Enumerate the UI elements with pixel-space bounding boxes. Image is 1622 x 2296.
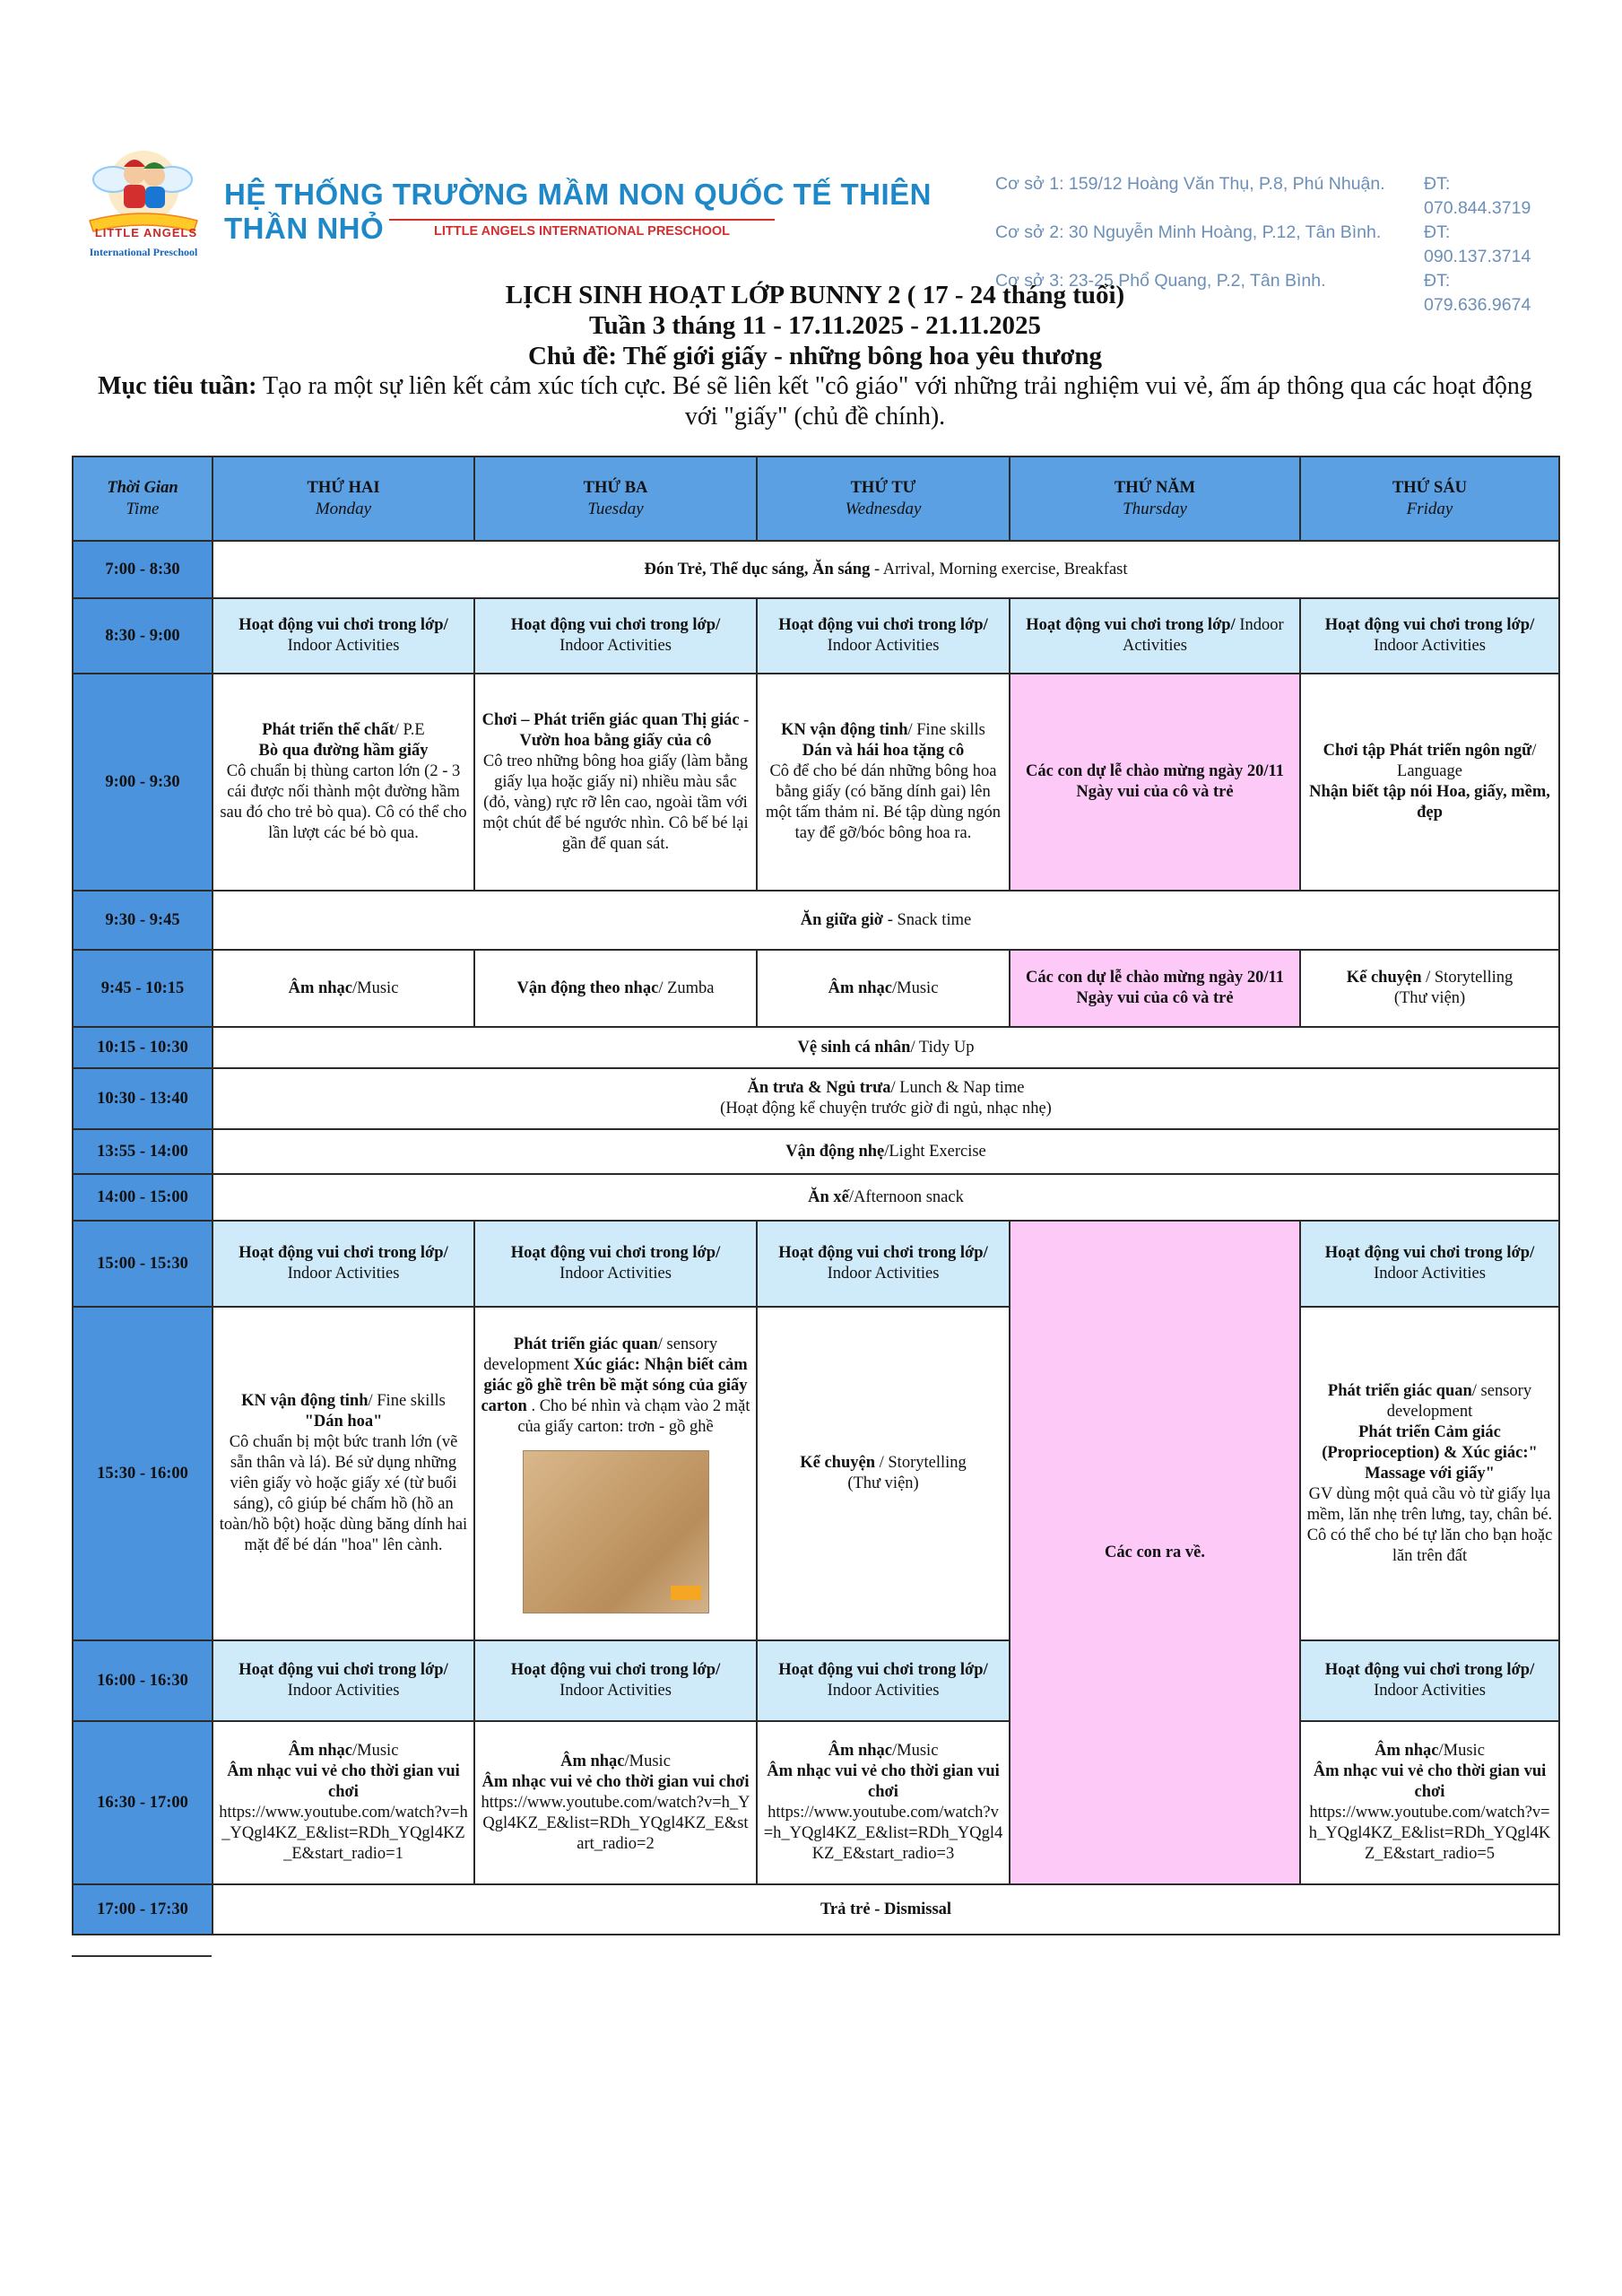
activity-cell — [1300, 1640, 1559, 1721]
activity-subtitle: Bò qua đường hầm giấy — [258, 742, 429, 760]
youtube-link[interactable]: https://www.youtube.com/watch?v=h_YQgl4KZ_E&list=RDh_YQgl4KZ_E&start_radio=2 — [481, 1793, 750, 1853]
activity-title: Hoạt động vui chơi trong lớp/ — [510, 1661, 721, 1679]
col-header-vn: THỨ SÁU — [1392, 479, 1468, 497]
activity-cell — [757, 598, 1010, 674]
activity-subtitle: "Dán hoa" — [304, 1413, 383, 1431]
activity-cell — [474, 1307, 757, 1640]
activity-cell — [474, 1221, 757, 1307]
activity-description: . Cho bé nhìn và chạm vào 2 mặt của giấy carton: trơn - gồ ghề — [517, 1396, 750, 1436]
col-header-en: Monday — [315, 500, 372, 518]
activity-text: Indoor Activities — [287, 1265, 400, 1283]
time-cell: 9:30 - 9:45 — [73, 891, 213, 950]
activity-text: /Music — [624, 1752, 671, 1770]
activity-text: Indoor Activities — [287, 1682, 400, 1700]
activity-description: Cô chuẩn bị thùng carton lớn (2 - 3 cái được nối thành một đường hầm sau đó cho trẻ bò qua). Cô có thể cho lần lượt các bé bò qua. — [220, 762, 467, 842]
activity-text: / P.E — [394, 721, 425, 739]
table-row — [73, 950, 1559, 1027]
activity-text: /Music — [892, 1742, 939, 1760]
activity-title: Hoạt động vui chơi trong lớp/ — [1026, 616, 1236, 634]
activity-text: Indoor Activities — [287, 637, 400, 655]
time-cell: 14:00 - 15:00 — [73, 1174, 213, 1221]
time-cell: 10:15 - 10:30 — [73, 1027, 213, 1068]
activity-cell — [757, 1721, 1010, 1884]
table-row — [73, 598, 1559, 674]
activity-text: /Afternoon snack — [848, 1187, 964, 1206]
activity-title: Hoạt động vui chơi trong lớp/ — [510, 616, 721, 634]
activity-title: Âm nhạc — [288, 1742, 353, 1760]
activity-cell — [757, 950, 1010, 1027]
week-dates: Tuần 3 tháng 11 - 17.11.2025 - 21.11.2025 — [588, 311, 1042, 340]
activity-cell — [213, 950, 474, 1027]
table-row — [73, 1307, 1559, 1640]
col-header-tuesday — [474, 457, 757, 541]
campus-phone: ĐT: 079.636.9674 — [1424, 271, 1531, 315]
activity-title: Hoạt động vui chơi trong lớp/ — [510, 1244, 721, 1262]
table-row — [73, 674, 1559, 891]
activity-text: / Fine skills — [368, 1392, 446, 1410]
activity-cell — [1300, 1307, 1559, 1640]
activity-subtitle: Nhận biết tập nói Hoa, giấy, mềm, đẹp — [1309, 783, 1550, 822]
activity-text: Indoor Activities — [559, 1682, 672, 1700]
time-cell: 8:30 - 9:00 — [73, 598, 213, 674]
youtube-link[interactable]: https://www.youtube.com/watch?v=h_YQgl4KZ_E&list=RDh_YQgl4KZ_E&start_radio=1 — [219, 1804, 468, 1863]
goal-label: Mục tiêu tuần: — [98, 372, 257, 400]
activity-title: Hoạt động vui chơi trong lớp/ — [1324, 616, 1535, 634]
activity-title: Ăn xế — [808, 1187, 849, 1206]
activity-text: Indoor Activities — [1374, 1682, 1486, 1700]
activity-title: Kể chuyện — [1346, 969, 1422, 987]
activity-subtitle: Xúc giác: Nhận biết cảm giác gồ ghề trên bề mặt sóng của giấy carton — [481, 1355, 748, 1415]
goal-text: Tạo ra một sự liên kết cảm xúc tích cực. Bé sẽ liên kết "cô giáo" với những trải nghiệm vui vẻ, ấm áp thông qua các hoạt động với "giấy" (chủ đề chính). — [256, 372, 1532, 430]
activity-cell — [1010, 598, 1300, 674]
table-row — [73, 1640, 1559, 1721]
activity-cell — [213, 1129, 1559, 1174]
activity-text: /Light Exercise — [884, 1142, 986, 1161]
logo-text: LITTLE ANGELS — [94, 226, 198, 239]
activity-title: Hoạt động vui chơi trong lớp/ — [778, 616, 988, 634]
activity-cell — [213, 1027, 1559, 1068]
campus-address: Cơ sở 2: 30 Nguyễn Minh Hoàng, P.12, Tân Bình. — [995, 222, 1382, 242]
activity-title: Âm nhạc — [1375, 1742, 1439, 1760]
table-row — [73, 541, 1559, 598]
col-header-thursday — [1010, 457, 1300, 541]
activity-title: Các con dự lễ chào mừng ngày 20/11 Ngày vui của cô và trẻ — [1026, 969, 1284, 1007]
price-tag-icon — [671, 1586, 701, 1600]
activity-cell — [474, 1721, 757, 1884]
campus-address: Cơ sở 1: 159/12 Hoàng Văn Thụ, P.8, Phú Nhuận. — [995, 174, 1385, 194]
activity-text: Indoor Activities — [827, 1682, 940, 1700]
activity-cell — [757, 1221, 1010, 1307]
col-header-en: Tuesday — [587, 500, 644, 518]
time-cell: 13:55 - 14:00 — [73, 1129, 213, 1174]
campus-item — [995, 172, 1558, 221]
activity-cell — [474, 1640, 757, 1721]
time-cell: 15:00 - 15:30 — [73, 1221, 213, 1307]
campus-phone: ĐT: 090.137.3714 — [1424, 222, 1531, 266]
title-block — [72, 280, 1558, 432]
campus-phone: ĐT: 070.844.3719 — [1424, 174, 1531, 218]
activity-cell — [1010, 674, 1300, 891]
table-header-row — [73, 457, 1559, 541]
school-name-en: LITTLE ANGELS INTERNATIONAL PRESCHOOL — [433, 224, 730, 239]
activity-title: Hoạt động vui chơi trong lớp/ — [239, 1661, 448, 1679]
table-row — [73, 1068, 1559, 1129]
activity-cell — [1300, 598, 1559, 674]
theme-title: Chủ đề: Thế giới giấy - những bông hoa yêu thương — [527, 342, 1103, 370]
activity-text: /Music — [1438, 1742, 1485, 1760]
activity-title: Đón Trẻ, Thể dục sáng, Ăn sáng — [644, 560, 871, 578]
activity-title: Các con ra về. — [1105, 1543, 1205, 1561]
activity-title: Âm nhạc — [828, 978, 893, 997]
col-header-en: Friday — [1406, 500, 1453, 518]
activity-note: (Thư viện) — [847, 1474, 919, 1492]
activity-text: - Snack time — [883, 910, 972, 929]
school-name-vn: HỆ THỐNG TRƯỜNG MẦM NON QUỐC TẾ THIÊN THẦN NHỎ — [224, 178, 932, 245]
schedule-title: LỊCH SINH HOẠT LỚP BUNNY 2 ( 17 - 24 tháng tuổi) — [505, 281, 1125, 309]
activity-text: / Storytelling — [1421, 969, 1514, 987]
time-cell: 16:30 - 17:00 — [73, 1721, 213, 1884]
youtube-link[interactable]: https://www.youtube.com/watch?v=h_YQgl4KZ_E&list=RDh_YQgl4KZ_E&start_radio=5 — [1308, 1804, 1551, 1863]
activity-title: Âm nhạc — [560, 1752, 625, 1770]
activity-cell — [1010, 950, 1300, 1027]
time-cell: 15:30 - 16:00 — [73, 1307, 213, 1640]
activity-title: Chơi – Phát triển giác quan Thị giác - Vườn hoa bằng giấy của cô — [481, 710, 750, 750]
col-header-time — [73, 457, 213, 541]
activity-title: Phát triển giác quan — [513, 1335, 658, 1353]
activity-title: Hoạt động vui chơi trong lớp/ — [778, 1244, 988, 1262]
activity-subtitle: Phát triển Cảm giác (Proprioception) & Xúc giác:" Massage với giấy" — [1322, 1422, 1538, 1483]
activity-cell — [213, 1068, 1559, 1129]
activity-text: Indoor Activities — [827, 637, 940, 655]
col-header-en: Thursday — [1123, 500, 1187, 518]
activity-cell — [213, 541, 1559, 598]
activity-description: GV dùng một quả cầu vò từ giấy lụa mềm, lăn nhẹ trên lưng, tay, chân bé. Cô có thể cho bé tự lăn cho bạn hoặc lăn trên đất — [1306, 1484, 1553, 1565]
activity-text: Indoor Activities — [827, 1265, 940, 1283]
activity-cell — [213, 674, 474, 891]
activity-title: Hoạt động vui chơi trong lớp/ — [778, 1661, 988, 1679]
col-header-vn: Thời Gian — [107, 479, 178, 497]
activity-subtitle: Âm nhạc vui vẻ cho thời gian vui chơi — [227, 1762, 460, 1801]
activity-cell — [1300, 1721, 1559, 1884]
col-header-wednesday — [757, 457, 1010, 541]
activity-cell — [213, 1221, 474, 1307]
activity-cell — [1300, 1221, 1559, 1307]
logo-subtext: International Preschool — [89, 246, 198, 258]
activity-title: KN vận động tinh — [781, 721, 908, 739]
activity-title: KN vận động tinh — [241, 1392, 369, 1410]
activity-description: Cô chuẩn bị một bức tranh lớn (vẽ sẵn thân và lá). Bé sử dụng những viên giấy vò hoặc giấy xé (từ buổi sáng), cô giúp bé chấm hồ (hồ an toàn/hồ bột) hoặc dùng băng dính hai mặt để bé dán "hoa" lên cành. — [219, 1433, 468, 1554]
activity-text: Indoor Activities — [1123, 616, 1284, 655]
table-row — [73, 1027, 1559, 1068]
activity-title: Hoạt động vui chơi trong lớp/ — [1324, 1244, 1535, 1262]
table-row — [73, 1721, 1559, 1884]
school-logo — [72, 144, 215, 267]
activity-text: / Language — [1397, 742, 1537, 780]
col-header-vn: THỨ BA — [583, 479, 648, 497]
col-header-friday — [1300, 457, 1559, 541]
activity-description: Cô treo những bông hoa giấy (làm bằng giấy lụa hoặc giấy nỉ) nhiều màu sắc (đỏ, vàng) rực rỡ lên cao, ngoài tầm với một chút để bé ngước nhìn. Cô bế bé lại gần để quan sát. — [482, 752, 749, 853]
activity-text: / Storytelling — [875, 1454, 967, 1472]
activity-text: Indoor Activities — [1374, 637, 1486, 655]
col-header-vn: THỨ NĂM — [1114, 479, 1196, 497]
time-cell: 7:00 - 8:30 — [73, 541, 213, 598]
activity-text: /Music — [352, 1742, 399, 1760]
activity-cell — [1300, 950, 1559, 1027]
table-row — [73, 1174, 1559, 1221]
activity-text: / sensory development — [483, 1335, 718, 1374]
activity-cell — [474, 598, 757, 674]
activity-subtitle: Âm nhạc vui vẻ cho thời gian vui chơi — [767, 1762, 1000, 1801]
table-row — [73, 1884, 1559, 1935]
activity-note: (Thư viện) — [1393, 989, 1466, 1007]
table-row — [73, 1129, 1559, 1174]
activity-cell — [213, 1721, 474, 1884]
activity-text: /Music — [892, 978, 939, 997]
activity-cell — [1010, 1221, 1300, 1884]
activity-title: Hoạt động vui chơi trong lớp/ — [239, 616, 448, 634]
youtube-link[interactable]: https://www.youtube.com/watch?v=h_YQgl4KZ_E&list=RDh_YQgl4KZ_E&start_radio=3 — [763, 1804, 1003, 1863]
activity-cell — [213, 598, 474, 674]
activity-subtitle: Âm nhạc vui vẻ cho thời gian vui chơi — [481, 1772, 750, 1791]
activity-title: Ăn trưa & Ngủ trưa — [747, 1079, 891, 1097]
activity-cell — [757, 1640, 1010, 1721]
activity-title: Hoạt động vui chơi trong lớp/ — [239, 1244, 448, 1262]
activity-note: (Hoạt động kể chuyện trước giờ đi ngủ, nhạc nhẹ) — [720, 1100, 1052, 1118]
activity-text: / Zumba — [658, 978, 715, 997]
activity-text: /Music — [352, 978, 399, 997]
activity-text: Indoor Activities — [1374, 1265, 1486, 1283]
time-cell: 9:45 - 10:15 — [73, 950, 213, 1027]
activity-title: Ăn giữa giờ — [800, 910, 884, 929]
activity-cell — [757, 1307, 1010, 1640]
activity-title: Chơi tập Phát triển ngôn ngữ — [1323, 742, 1532, 760]
footnote-divider — [72, 1955, 212, 1957]
activity-text: - Arrival, Morning exercise, Breakfast — [870, 560, 1128, 578]
col-header-en: Wednesday — [845, 500, 922, 518]
activity-subtitle: Dán và hái hoa tặng cô — [802, 742, 965, 760]
activity-text: / Tidy Up — [910, 1038, 975, 1057]
activity-cell — [213, 891, 1559, 950]
weekly-goal — [72, 371, 1558, 432]
col-header-en: Time — [126, 500, 160, 518]
activity-title: Vận động theo nhạc — [516, 978, 659, 997]
carton-paper-image — [523, 1450, 709, 1613]
activity-cell: Trả trẻ - Dismissal — [213, 1884, 1559, 1935]
campus-address: Cơ sở 3: 23-25 Phổ Quang, P.2, Tân Bình. — [995, 271, 1326, 291]
activity-title: Âm nhạc — [828, 1742, 893, 1760]
table-row — [73, 1221, 1559, 1307]
col-header-vn: THỨ HAI — [307, 479, 380, 497]
activity-cell — [1300, 674, 1559, 891]
activity-title: Kể chuyện — [800, 1454, 875, 1472]
col-header-vn: THỨ TƯ — [850, 479, 916, 497]
activity-title: Hoạt động vui chơi trong lớp/ — [1324, 1661, 1535, 1679]
activity-cell — [757, 674, 1010, 891]
activity-text: / sensory development — [1386, 1381, 1532, 1421]
activity-text: / Fine skills — [907, 721, 985, 739]
activity-text: Indoor Activities — [559, 1265, 672, 1283]
activity-cell — [474, 950, 757, 1027]
time-cell: 16:00 - 16:30 — [73, 1640, 213, 1721]
time-cell: 17:00 - 17:30 — [73, 1884, 213, 1935]
activity-title: Các con dự lễ chào mừng ngày 20/11 Ngày vui của cô và trẻ — [1026, 762, 1284, 801]
activity-subtitle: Âm nhạc vui vẻ cho thời gian vui chơi — [1313, 1762, 1547, 1801]
activity-title: Vận động nhẹ — [785, 1142, 885, 1161]
activity-description: Cô để cho bé dán những bông hoa bằng giấy (có băng dính gai) lên một tấm thảm nỉ. Bé tập dùng ngón tay để gỡ/bóc bông hoa ra. — [765, 762, 1002, 842]
campus-item — [995, 221, 1558, 269]
table-row — [73, 891, 1559, 950]
col-header-monday — [213, 457, 474, 541]
activity-cell — [213, 1174, 1559, 1221]
activity-cell — [474, 674, 757, 891]
time-cell: 10:30 - 13:40 — [73, 1068, 213, 1129]
schedule-table — [72, 456, 1560, 1935]
activity-cell — [213, 1307, 474, 1640]
activity-title: Âm nhạc — [288, 978, 353, 997]
activity-text: Indoor Activities — [559, 637, 672, 655]
time-cell: 9:00 - 9:30 — [73, 674, 213, 891]
activity-text: / Lunch & Nap time — [890, 1079, 1025, 1097]
activity-title: Phát triển thể chất — [262, 721, 395, 739]
activity-cell — [213, 1640, 474, 1721]
activity-title: Phát triển giác quan — [1327, 1381, 1472, 1400]
divider — [389, 219, 775, 221]
activity-title: Vệ sinh cá nhân — [797, 1038, 911, 1057]
